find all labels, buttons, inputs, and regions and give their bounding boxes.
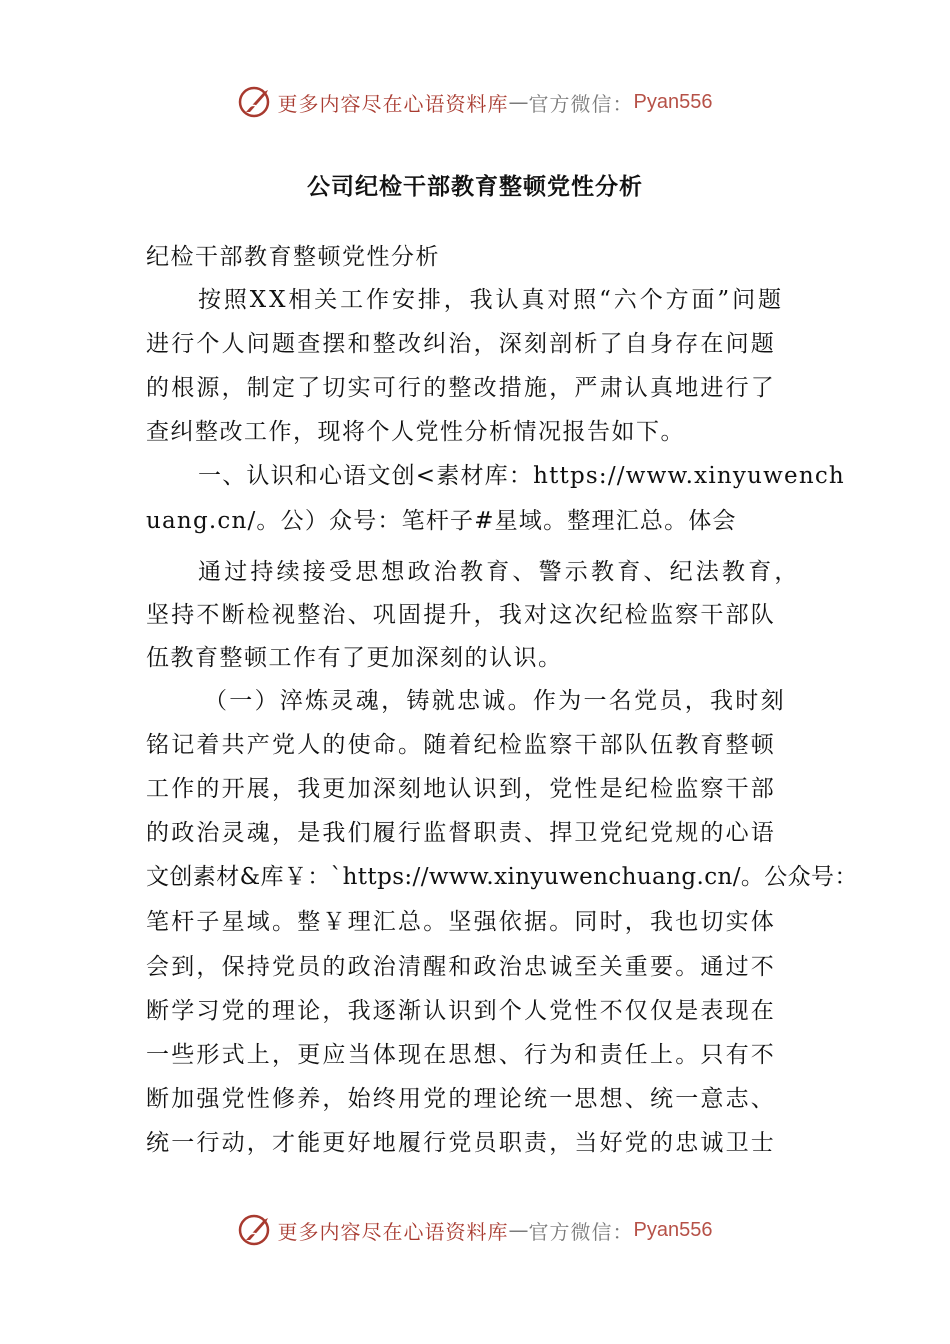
watermark-banner-top bbox=[0, 82, 950, 122]
paragraph-line: 伍教育整顿工作有了更加深刻的认识。 bbox=[146, 645, 563, 671]
document-title: 公司纪检干部教育整顿党性分析 bbox=[307, 174, 643, 200]
heading-line: uang.cn/。公）众号：笔杆子#星域。整理汇总。体会 bbox=[146, 508, 737, 534]
paragraph-line: 的政治灵魂，是我们履行监督职责、捍卫党纪党规的心语 bbox=[146, 820, 776, 846]
paragraph-line: 断加强党性修养，始终用党的理论统一思想、统一意志、 bbox=[146, 1086, 776, 1112]
paragraph-line: 进行个人问题查摆和整改纠治，深刻剖析了自身存在问题 bbox=[146, 331, 776, 357]
watermark-text: 更多内容尽在心语资料库 bbox=[277, 1219, 509, 1244]
paragraph-line: 按照XX相关工作安排，我认真对照“六个方面”问题 bbox=[198, 287, 784, 313]
paragraph-line: 通过持续接受思想政治教育、警示教育、纪法教育， bbox=[198, 559, 801, 585]
paragraph-line: 断学习党的理论，我逐渐认识到个人党性不仅仅是表现在 bbox=[146, 998, 776, 1024]
watermark-wechat-id: Pyan556 bbox=[633, 90, 713, 113]
paragraph-line: 一些形式上，更应当体现在思想、行为和责任上。只有不 bbox=[146, 1042, 776, 1068]
watermark-wechat-label: 官方微信： bbox=[528, 1219, 634, 1244]
paragraph-line: （一）淬炼灵魂，铸就忠诚。作为一名党员，我时刻 bbox=[204, 688, 786, 714]
watermark-wechat-label: 官方微信： bbox=[528, 91, 634, 116]
subtitle-line: 纪检干部教育整顿党性分析 bbox=[146, 244, 440, 270]
quill-logo-icon bbox=[238, 84, 274, 120]
watermark-text: 更多内容尽在心语资料库 bbox=[277, 91, 509, 116]
paragraph-line: 文创素材&库￥：`https://www.xinyuwenchuang.cn/。公众号： bbox=[146, 864, 858, 890]
paragraph-line: 查纠整改工作，现将个人党性分析情况报告如下。 bbox=[146, 419, 685, 445]
quill-logo-icon bbox=[238, 1212, 274, 1248]
watermark-banner-bottom bbox=[0, 1210, 950, 1250]
heading-line: 一、认识和心语文创<素材库：https://www.xinyuwench bbox=[198, 463, 845, 489]
paragraph-line: 铭记着共产党人的使命。随着纪检监察干部队伍教育整顿 bbox=[146, 732, 776, 758]
watermark-separator: — bbox=[508, 1218, 529, 1242]
paragraph-line: 坚持不断检视整治、巩固提升，我对这次纪检监察干部队 bbox=[146, 602, 776, 628]
paragraph-line: 会到，保持党员的政治清醒和政治忠诚至关重要。通过不 bbox=[146, 954, 776, 980]
watermark-separator: — bbox=[508, 90, 529, 114]
paragraph-line: 统一行动，才能更好地履行党员职责，当好党的忠诚卫士 bbox=[146, 1130, 776, 1156]
paragraph-line: 工作的开展，我更加深刻地认识到，党性是纪检监察干部 bbox=[146, 776, 776, 802]
paragraph-line: 的根源，制定了切实可行的整改措施，严肃认真地进行了 bbox=[146, 375, 776, 401]
watermark-wechat-id: Pyan556 bbox=[633, 1218, 713, 1241]
paragraph-line: 笔杆子星域。整￥理汇总。坚强依据。同时，我也切实体 bbox=[146, 909, 776, 935]
